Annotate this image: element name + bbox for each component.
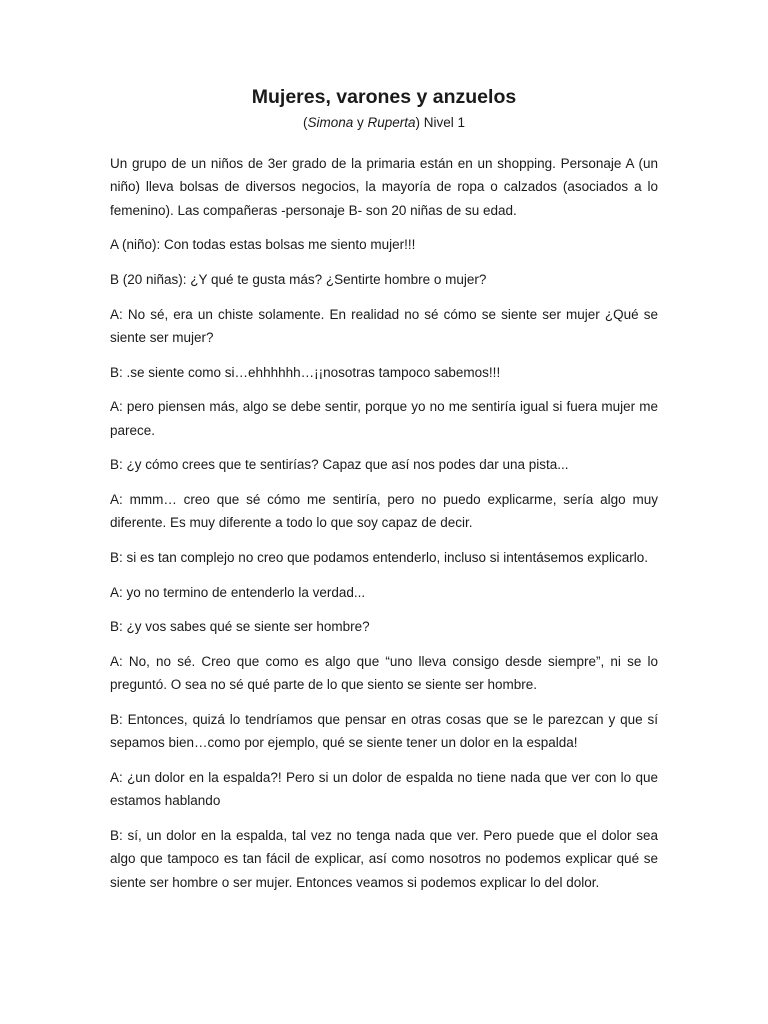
subtitle-author-simona: Simona — [307, 115, 354, 130]
paragraph-dialogue: A: pero piensen más, algo se debe sentir, porque yo no me sentiría igual si fuera mujer me parece. — [110, 399, 658, 438]
paragraph-dialogue: A: yo no termino de entenderlo la verdad... — [110, 584, 366, 600]
paragraph-dialogue: A: No, no sé. Creo que como es algo que “uno lleva consigo desde siempre”, ni se lo preguntó. O sea no sé qué parte de lo que siento se siente ser hombre. — [110, 654, 658, 693]
paragraph-dialogue: B: si es tan complejo no creo que podamos entenderlo, incluso si intentásemos explicarlo. — [110, 549, 649, 565]
paragraph-dialogue: B: ¿y cómo crees que te sentirías? Capaz que así nos podes dar una pista... — [110, 457, 569, 473]
paragraph-intro: Un grupo de un niños de 3er grado de la primaria están en un shopping. Personaje A (un niño) lleva bolsas de diversos negocios, la mayoría de ropa o calzados (asociados a lo femenino). Las compañeras -personaje B- son 20 niñas de su edad. — [110, 156, 658, 218]
paragraph-dialogue: B: sí, un dolor en la espalda, tal vez no tenga nada que ver. Pero puede que el dolor sea algo que tampoco es tan fácil de explicar, así como nosotros no podemos explicar qué se siente ser hombre o ser mujer. Entonces veamos si podemos explicar lo del dolor. — [110, 828, 658, 890]
subtitle-author-ruperta: Ruperta — [367, 115, 416, 130]
document-page — [110, 84, 658, 905]
paragraph-dialogue: B (20 niñas): ¿Y qué te gusta más? ¿Sentirte hombre o mujer? — [110, 271, 487, 287]
paragraph-dialogue: A: No sé, era un chiste solamente. En realidad no sé cómo se siente ser mujer ¿Qué se siente ser mujer? — [110, 306, 658, 345]
subtitle-conjunction: y — [353, 115, 368, 130]
subtitle-level: ) Nivel 1 — [415, 115, 466, 130]
paragraph-dialogue: B: ¿y vos sabes qué se siente ser hombre? — [110, 619, 370, 635]
paragraph-dialogue: A (niño): Con todas estas bolsas me siento mujer!!! — [110, 237, 416, 253]
paragraph-dialogue: B: .se siente como si…ehhhhhh…¡¡nosotras tampoco sabemos!!! — [110, 364, 501, 380]
document-subtitle — [110, 114, 658, 132]
document-title: Mujeres, varones y anzuelos — [251, 86, 517, 108]
paragraph-dialogue: A: ¿un dolor en la espalda?! Pero si un dolor de espalda no tiene nada que ver con lo que estamos hablando — [110, 770, 658, 809]
paragraph-dialogue: A: mmm… creo que sé cómo me sentiría, pero no puedo explicarme, sería algo muy diferente. Es muy diferente a todo lo que soy capaz de decir. — [110, 492, 658, 531]
subtitle-open-paren: ( — [302, 115, 308, 130]
paragraph-dialogue: B: Entonces, quizá lo tendríamos que pensar en otras cosas que se le parezcan y que sí sepamos bien…como por ejemplo, qué se siente tener un dolor en la espalda! — [110, 712, 658, 751]
